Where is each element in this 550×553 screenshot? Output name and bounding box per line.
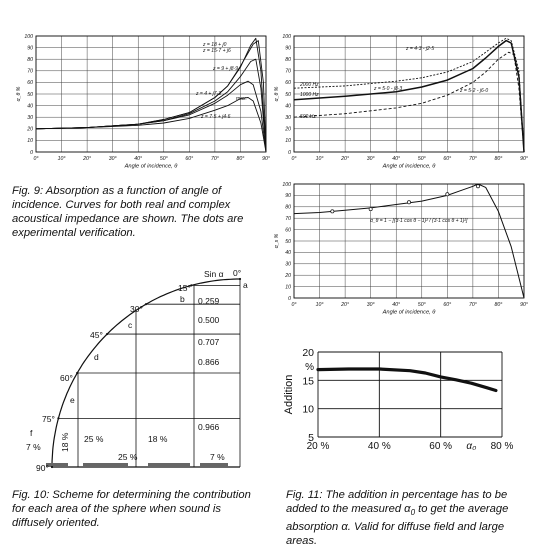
x-axis-label: Angle of incidence, θ	[124, 163, 178, 170]
fig10-svg	[28, 270, 263, 475]
y-tick-label: 80	[27, 57, 33, 64]
y-tick-label: 0	[30, 149, 33, 156]
hatch-block	[148, 463, 190, 467]
y-tick-label: 0	[288, 149, 291, 156]
x-tick-label: 20°	[341, 156, 350, 163]
x-tick-label: 50°	[159, 156, 168, 163]
curve-annotation: z = 5·0 - j8·3	[374, 86, 403, 92]
y-tick-label: 100	[282, 181, 291, 188]
x-tick-label: 80°	[236, 156, 245, 163]
angle-label: 90°	[36, 463, 49, 473]
series-line	[36, 41, 266, 152]
series-line	[294, 41, 524, 152]
fig11-caption	[286, 488, 538, 548]
y-tick-label: 50	[285, 238, 291, 245]
zone-letter: e	[70, 395, 75, 405]
y-tick-label: 90	[285, 45, 291, 52]
x-tick-label: 80°	[494, 302, 503, 309]
y-tick-label: 10	[285, 284, 291, 291]
y-tick-label: 70	[27, 68, 33, 75]
sin-value: 0.966	[198, 422, 220, 432]
x-axis-label: Angle of incidence, θ	[382, 309, 436, 316]
x-tick-label: 40°	[392, 156, 401, 163]
percent-label: 7 %	[26, 442, 41, 452]
x-tick-label: 80 %	[490, 441, 514, 452]
fig9-left-svg	[10, 28, 275, 173]
x-tick-label: 50°	[417, 156, 426, 163]
percent-label: 7 %	[210, 452, 225, 462]
curve-annotation: max.	[236, 96, 247, 102]
series-label: 500 Hz	[300, 114, 316, 120]
angle-label: 30°	[130, 304, 143, 314]
angle-label: 75°	[42, 414, 55, 424]
x-tick-label: 60°	[185, 156, 194, 163]
x-tick-label: 60 %	[429, 441, 453, 452]
fig11-caption-sub: 0	[410, 508, 416, 518]
y-tick-label: 50	[285, 91, 291, 98]
series-line	[36, 38, 266, 152]
x-tick-label: 60°	[443, 302, 452, 309]
angle-label: 0°	[233, 268, 242, 278]
y-tick-label: 0	[288, 295, 291, 302]
y-tick-label: 60	[285, 227, 291, 234]
fig10-caption-text: Fig. 10: Scheme for determining the contribution for each area of the sphere when sound is diffusely oriented.	[12, 489, 251, 529]
percent-label: 25 %	[118, 452, 138, 462]
y-tick-label: 10	[302, 403, 314, 416]
y-tick-label: 5	[308, 432, 314, 444]
series-line	[294, 52, 524, 152]
y-axis-label: α_θ %	[274, 86, 280, 102]
y-axis-label: α_s %	[274, 233, 280, 249]
y-tick-label: 40	[285, 103, 291, 110]
hatch-block	[200, 463, 228, 467]
x-tick-label: 70°	[468, 156, 477, 163]
fig11-caption-post: to get the average absorption α. Valid for diffuse field and large areas.	[286, 503, 509, 548]
y-tick-label: 20	[27, 126, 33, 133]
hatch-block	[83, 463, 128, 467]
x-tick-label: 70°	[210, 156, 219, 163]
x-tick-label: 30°	[366, 302, 375, 309]
x-tick-label: 90°	[262, 156, 270, 163]
y-tick-label: 30	[27, 115, 33, 122]
arc-point	[57, 417, 59, 419]
angle-label: 15°	[178, 283, 191, 293]
x-tick-label: 60°	[443, 156, 452, 163]
x-tick-label: 10°	[57, 156, 66, 163]
series-label: 1000 Hz	[300, 92, 319, 98]
zone-letter: a	[243, 280, 248, 290]
y-tick-label: 60	[285, 80, 291, 87]
arc-point	[239, 278, 241, 280]
y-tick-label: 80	[285, 57, 291, 64]
zone-letter: c	[128, 320, 133, 330]
y-tick-label: 100	[24, 33, 33, 40]
curve-annotation: z = 18 + j0	[203, 42, 227, 48]
zone-letter: b	[180, 294, 185, 304]
x-axis-label: Angle of incidence, θ	[382, 163, 436, 170]
y-unit-label: %	[305, 362, 314, 374]
series-line	[318, 369, 496, 391]
arc-point	[106, 333, 108, 335]
data-point	[446, 193, 449, 196]
y-axis-label: α_θ %	[16, 86, 22, 102]
x-tick-label: 20 %	[306, 441, 330, 452]
data-point	[476, 185, 479, 188]
curve-annotation: z = 7·5 + j4·6	[201, 114, 231, 120]
zone-letter: f	[30, 428, 33, 438]
y-tick-label: 20	[302, 347, 314, 359]
y-tick-label: 90	[285, 193, 291, 200]
y-tick-label: 60	[27, 80, 33, 87]
arc-point	[76, 372, 78, 374]
x-tick-label: 30°	[366, 156, 375, 163]
y-tick-label: 30	[285, 115, 291, 122]
fig9-right-svg	[272, 28, 538, 173]
y-tick-label: 10	[285, 138, 291, 145]
fig9-caption	[12, 184, 270, 240]
data-point	[331, 210, 334, 213]
y-tick-label: 20	[285, 126, 291, 133]
x-tick-label: 40°	[134, 156, 143, 163]
y-axis-label: Addition	[283, 374, 295, 415]
zone-letter: d	[94, 352, 99, 362]
x-tick-label: 10°	[315, 302, 324, 309]
fig10-caption	[12, 488, 262, 530]
series-line	[36, 81, 266, 152]
angle-label: 60°	[60, 373, 73, 383]
y-tick-label: 40	[27, 103, 33, 110]
x-tick-label: 90°	[520, 156, 528, 163]
fig9-caption-text: Fig. 9: Absorption as a function of angle of incidence. Curves for both real and complex acoustical impedance are shown. The dots are experimental verification.	[12, 185, 244, 239]
fig9-left-chart	[10, 28, 275, 173]
y-tick-label: 50	[27, 91, 33, 98]
y-tick-label: 10	[27, 138, 33, 145]
sin-value: 0.707	[198, 337, 220, 347]
x-tick-label: 10°	[315, 156, 324, 163]
y-tick-label: 70	[285, 216, 291, 223]
arc-point	[51, 466, 53, 468]
curve-annotation: z = 15·7 + j6	[203, 48, 231, 54]
x-tick-label: 20°	[341, 302, 350, 309]
fig11-caption-pre: Fig. 11: The addition in percentage has to be added to the measured α	[286, 489, 508, 515]
arc-point	[145, 303, 147, 305]
x-tick-label: 40°	[392, 302, 401, 309]
x-tick-label: 30°	[108, 156, 117, 163]
fig11-caption-text	[286, 488, 538, 548]
y-tick-label: 15	[302, 375, 314, 388]
fig9-mid-chart	[272, 172, 538, 320]
curve-annotation: z = 4 + j7·3	[196, 91, 222, 97]
sin-value: 0.259	[198, 296, 220, 306]
x-tick-label: 50°	[417, 302, 426, 309]
y-tick-label: 30	[285, 261, 291, 268]
percent-label: 18 %	[148, 434, 168, 444]
y-tick-label: 90	[27, 45, 33, 52]
x-tick-label: 0°	[291, 156, 297, 163]
series-label: 2000 Hz	[300, 82, 319, 88]
y-tick-label: 100	[282, 33, 291, 40]
fig9-mid-svg	[272, 172, 538, 320]
x-tick-label: 20°	[83, 156, 92, 163]
y-tick-label: 20	[285, 273, 291, 280]
sin-value: 0.500	[198, 315, 220, 325]
fig9-right-chart	[272, 28, 538, 173]
angle-label: 45°	[90, 330, 103, 340]
percent-label: 25 %	[84, 434, 104, 444]
data-point	[407, 201, 410, 204]
fig11-svg	[280, 340, 530, 460]
x-tick-label: 70°	[468, 302, 477, 309]
y-tick-label: 70	[285, 68, 291, 75]
sin-header: Sin α	[204, 269, 224, 279]
sin-value: 0.866	[198, 357, 220, 367]
y-tick-label: 40	[285, 250, 291, 257]
curve-annotation: z = 5·2 - j6·0	[460, 88, 489, 94]
fig10-diagram	[28, 270, 263, 475]
formula-annotation: α_θ = 1 − [(3·1 cos θ − 1)² / (3·1 cos θ + 1)²]	[370, 218, 468, 224]
x-axis-annotation: α₀	[466, 441, 477, 452]
y-tick-label: 80	[285, 204, 291, 211]
fig11-chart	[280, 340, 530, 460]
x-tick-label: 0°	[33, 156, 39, 163]
percent-label: 18 %	[60, 432, 70, 452]
x-tick-label: 80°	[494, 156, 503, 163]
hatch-block	[46, 463, 68, 467]
curve-annotation: z = 9 + j8·9	[213, 66, 239, 72]
x-tick-label: 90°	[520, 302, 528, 309]
x-tick-label: 0°	[291, 302, 297, 309]
data-point	[369, 207, 372, 210]
x-tick-label: 40 %	[367, 441, 391, 452]
curve-annotation: z = 4·3 - j2·5	[406, 46, 435, 52]
